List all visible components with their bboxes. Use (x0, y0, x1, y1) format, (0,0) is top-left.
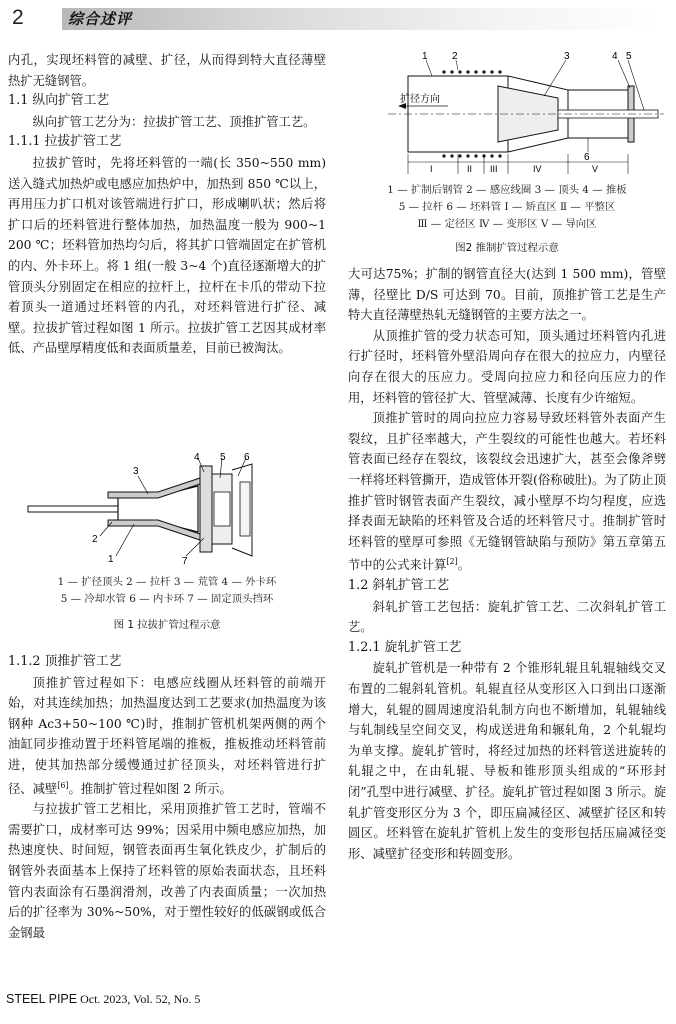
fig1-label-4: 4 (194, 452, 200, 463)
paragraph: 纵向扩管工艺分为：拉拔扩管工艺、顶推扩管工艺。 (32, 114, 316, 129)
fig1-label-6: 6 (244, 452, 250, 463)
leader-line (544, 60, 566, 96)
figure-1-legend-2: 5 — 冷却水管 6 — 内卡环 7 — 固定顶头挡环 (60, 593, 274, 605)
figure-1-drawing (8, 452, 326, 570)
figure-2-legend-3: Ⅲ — 定径区 Ⅳ — 变形区 Ⅴ — 导向区 (417, 218, 597, 230)
fig2-label-1: 1 (422, 51, 428, 62)
leader-line (138, 476, 148, 494)
heading-1-2-1: 1.2.1 旋轧扩管工艺 (348, 639, 462, 655)
section-title: 综合述评 (68, 10, 133, 28)
paragraph: 拉拔扩管时，先将坯料管的一端(长 350~550 mm)送入缝式加热炉或电感应加热炉中，加热到 850 ℃以上，再用压力扩口机对该管端进行扩口，形成喇叭状；然后将扩口后的坯料管进行整体加热，加热温度一般为 900~1 200 ℃；坯料管加热均匀后，将其扩口管端固定在扩管机的内、外卡环上。将 1 组(一般 3~4 个)直径逐渐增大的扩管顶头分别固定在相应的拉杆上，拉杆在卡爪的带动下拉着顶头一道通过坯料管的内孔，对坯料管进行扩径、减壁。拉拔扩管过程如图 1 所示。拉拔扩管工艺因其成材率低、产品壁厚精度低和表面质量差，目前已被淘汰。 (8, 155, 326, 356)
leader-line (100, 522, 112, 536)
zone-label-3: III (490, 164, 498, 174)
paragraph-text: 。推制扩管过程如图 2 所示。 (68, 781, 232, 796)
citation: [6] (57, 780, 69, 790)
zone-label-2: II (467, 164, 473, 174)
figure-2-legend-1: 1 — 扩制后钢管 2 — 感应线圈 3 — 顶头 4 — 推板 (387, 184, 627, 196)
fig2-label-3: 3 (564, 51, 570, 62)
heading-1-1-2: 1.1.2 顶推扩管工艺 (8, 654, 122, 669)
paragraph (348, 408, 666, 576)
figure-2-legend-2: 5 — 拉杆 6 — 坯料管 Ⅰ — 矫直区 Ⅱ — 平整区 (398, 201, 616, 213)
leader-line (426, 60, 432, 76)
journal-name: STEEL PIPE (6, 992, 78, 1006)
heading-1-1-1: 1.1.1 拉拔扩管工艺 (8, 134, 122, 150)
paragraph-text: 顶推扩管过程如下：电感应线圈从坯料管的前端开始，对其连续加热；加热温度达到工艺要求(加热温度为该钢种 Ac3+50~100 ℃)时，推制扩管机机架两侧的两个油缸同步推动置于坯料管尾端的推板，推板推动坯料管前进，使其加热部分缓慢通过扩径顶头，对坯料管进行扩径、减壁 (8, 675, 326, 796)
paragraph: 从顶推扩管的受力状态可知，顶头通过坯料管内孔进行扩径时，坯料管外壁沿周向存在很大的拉应力，内壁径向存在很大的压应力。受周向拉应力和径向压应力的作用，坯料管的管径扩大、管壁减薄、长度有少许缩短。 (348, 328, 666, 405)
paragraph: 与拉拔扩管工艺相比，采用顶推扩管工艺时，管端不需要扩口，成材率可达 99%；因采用中频电感应加热，加热速度快、时间短，钢管表面再生氧化铁皮少，扩制后的钢管外表面基本上保持了坯料管的原始表面状态，且坯料管内表面涂有石墨润滑剂，改善了内表面质量；一次加热后的扩径率为 30%~50%，对于塑性较好的低碳钢或低合金钢最 (8, 802, 326, 940)
issue-info: Oct. 2023, Vol. 52, No. 5 (80, 992, 201, 1006)
paragraph: 大可达75%；扩制的钢管直径大(达到 1 500 mm)，管壁薄，径壁比 D/S 可达到 70。目前，顶推扩管工艺是生产特大直径薄壁热轧无缝钢管的主要方法之一。 (348, 267, 666, 323)
expansion-direction-label: 扩径方向 (400, 94, 440, 105)
leader-line (116, 524, 134, 556)
figure-2 (348, 50, 666, 258)
section-band (62, 8, 662, 30)
end-flange (240, 482, 250, 536)
fig1-label-5: 5 (220, 452, 226, 463)
paragraph-text: 顶推扩管时的周向拉应力容易导致坯料管外表面产生裂纹，且扩径率越大，产生裂纹的可能性也越大。若坯料管表面已经存在裂纹，该裂纹会迅速扩大，甚至会像斧劈一样将坯料管撕开，造成管体开裂(俗称破肚)。为了防止顶推扩管时钢管表面产生裂纹，减小壁厚不均匀程度，应选择表面无缺陷的坯料管及合适的坯料管尺寸。推制扩管时坯料管的壁厚可参照《无缝钢管缺陷与预防》第五章第五节中的公式来计算 (348, 411, 666, 573)
paragraph: 旋轧扩管机是一种带有 2 个锥形轧辊且轧辊轴线交叉布置的二辊斜轧管机。轧辊直径从变形区入口到出口逐渐增大，轧辊的圆周速度沿轧制方向也不断增加，轧辊轴线与轧制线呈空间交叉，构成送进角和辗轧角，2 个轧辊均为单支撑。旋轧扩管时，将经过加热的坯料管送进旋转的轧辊之中，在由轧辊、导板和锥形顶头组成的“环形封闭”孔型中进行减壁、扩径。旋轧扩管过程如图 3 所示。旋轧扩管变形区分为 3 个，即压扁减径区、减壁扩径区和转圆区。坯料管在旋轧扩管机上发生的变形包括压扁减径变形、减壁扩径变形和转圆变形。 (348, 661, 666, 861)
paragraph: 斜轧扩管工艺包括：旋轧扩管工艺、二次斜轧扩管工艺。 (348, 599, 666, 635)
figure-2-title: 图2 推制扩管过程示意 (455, 242, 559, 254)
heading-1-1: 1.1 纵向扩管工艺 (8, 93, 110, 109)
figure-2-drawing (348, 50, 666, 178)
fig1-label-3: 3 (133, 466, 139, 477)
inner-clamp-core (214, 492, 230, 526)
left-column-top (8, 50, 326, 359)
fig2-label-5: 5 (626, 51, 632, 62)
fig1-label-2: 2 (92, 534, 98, 545)
pull-rod (28, 506, 118, 512)
fig1-label-1: 1 (108, 554, 114, 565)
zone-label-5: V (592, 164, 599, 174)
citation: [2] (446, 557, 458, 567)
fig2-label-4: 4 (612, 51, 618, 62)
page-number: 2 (12, 6, 24, 29)
fig2-label-6: 6 (584, 152, 590, 163)
zone-label-4: IV (533, 164, 542, 174)
figure-1-title: 图 1 拉拔扩管过程示意 (113, 619, 221, 631)
footer (6, 992, 200, 1007)
figure-1-legend-1: 1 — 扩径顶头 2 — 拉杆 3 — 荒管 4 — 外卡环 (57, 576, 277, 588)
leader-line (618, 60, 630, 88)
paragraph (8, 673, 326, 800)
fig1-label-7: 7 (182, 556, 188, 567)
left-column-bottom (8, 652, 326, 943)
paragraph: 内孔，实现坯料管的减壁、扩径，从而得到特大直径薄壁热扩无缝钢管。 (8, 53, 326, 88)
figure-1 (8, 452, 326, 636)
outer-clamp-ring (200, 466, 212, 552)
fig2-label-2: 2 (452, 51, 458, 62)
zone-label-1: I (430, 164, 433, 174)
paragraph-text: 。 (457, 558, 471, 573)
right-column (348, 264, 666, 864)
heading-1-2: 1.2 斜轧扩管工艺 (348, 578, 450, 593)
